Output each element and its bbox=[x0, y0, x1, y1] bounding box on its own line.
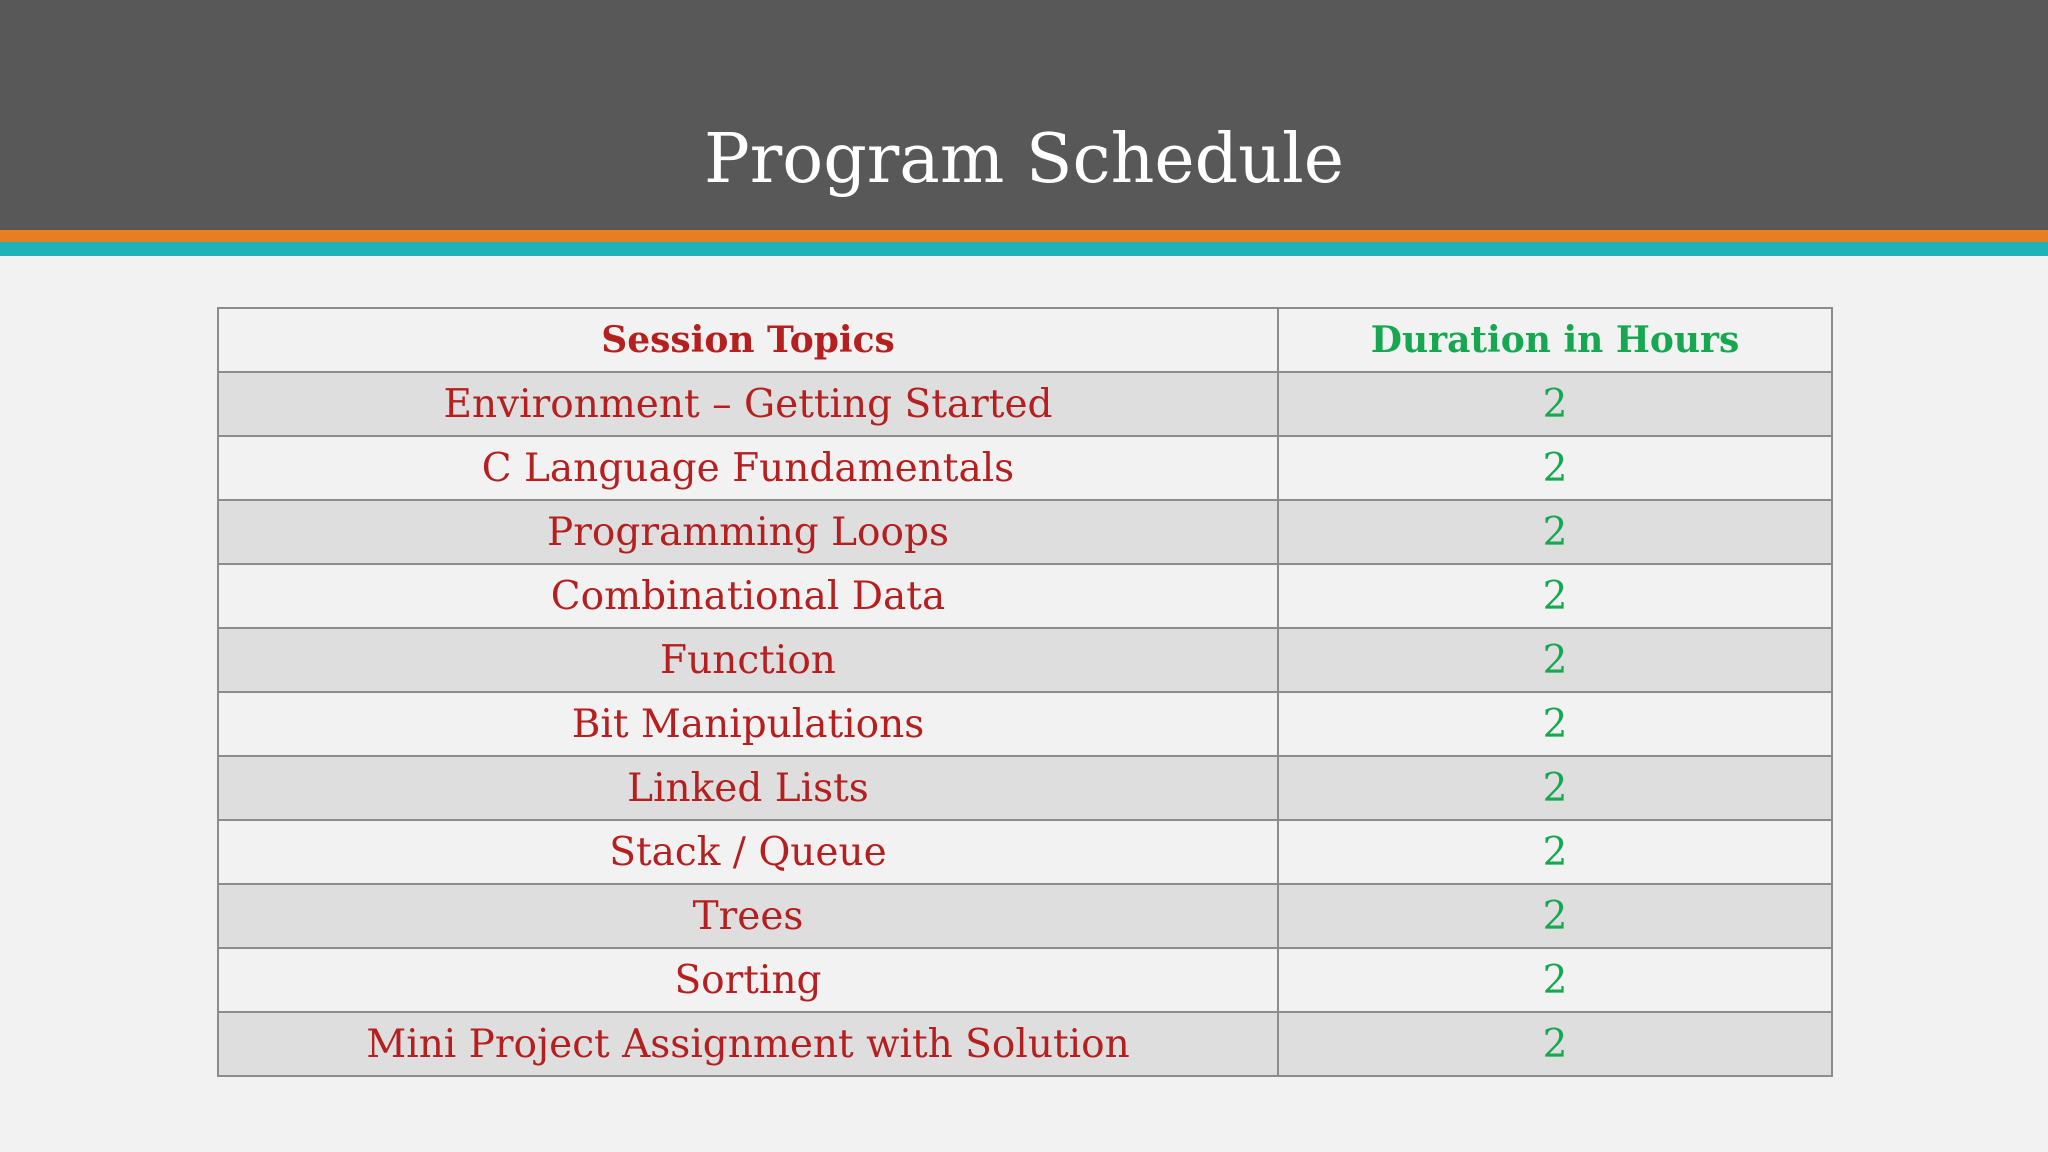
hours-cell: 2 bbox=[1278, 1012, 1832, 1076]
topic-cell: Mini Project Assignment with Solution bbox=[218, 1012, 1278, 1076]
hours-cell: 2 bbox=[1278, 372, 1832, 436]
table-row bbox=[218, 500, 1832, 564]
hours-cell: 2 bbox=[1278, 692, 1832, 756]
hours-cell: 2 bbox=[1278, 564, 1832, 628]
hours-cell: 2 bbox=[1278, 628, 1832, 692]
table-row bbox=[218, 564, 1832, 628]
header-session-topics: Session Topics bbox=[218, 308, 1278, 372]
table-row bbox=[218, 436, 1832, 500]
topic-cell: Sorting bbox=[218, 948, 1278, 1012]
table-row bbox=[218, 884, 1832, 948]
table-row bbox=[218, 820, 1832, 884]
accent-stripe-teal bbox=[0, 242, 2048, 256]
hours-cell: 2 bbox=[1278, 756, 1832, 820]
topic-cell: Combinational Data bbox=[218, 564, 1278, 628]
accent-stripe-orange bbox=[0, 230, 2048, 242]
hours-cell: 2 bbox=[1278, 436, 1832, 500]
table-header-row bbox=[218, 308, 1832, 372]
hours-cell: 2 bbox=[1278, 500, 1832, 564]
hours-cell: 2 bbox=[1278, 884, 1832, 948]
table-row bbox=[218, 372, 1832, 436]
hours-cell: 2 bbox=[1278, 820, 1832, 884]
hours-cell: 2 bbox=[1278, 948, 1832, 1012]
table-row bbox=[218, 756, 1832, 820]
table-row bbox=[218, 948, 1832, 1012]
topic-cell: C Language Fundamentals bbox=[218, 436, 1278, 500]
topic-cell: Linked Lists bbox=[218, 756, 1278, 820]
topic-cell: Function bbox=[218, 628, 1278, 692]
schedule-table bbox=[217, 307, 1833, 1077]
header-duration-hours: Duration in Hours bbox=[1278, 308, 1832, 372]
topic-cell: Bit Manipulations bbox=[218, 692, 1278, 756]
topic-cell: Environment – Getting Started bbox=[218, 372, 1278, 436]
topic-cell: Programming Loops bbox=[218, 500, 1278, 564]
table-row bbox=[218, 1012, 1832, 1076]
table-row bbox=[218, 628, 1832, 692]
topic-cell: Stack / Queue bbox=[218, 820, 1278, 884]
topic-cell: Trees bbox=[218, 884, 1278, 948]
slide-title: Program Schedule bbox=[704, 120, 1344, 199]
table-row bbox=[218, 692, 1832, 756]
